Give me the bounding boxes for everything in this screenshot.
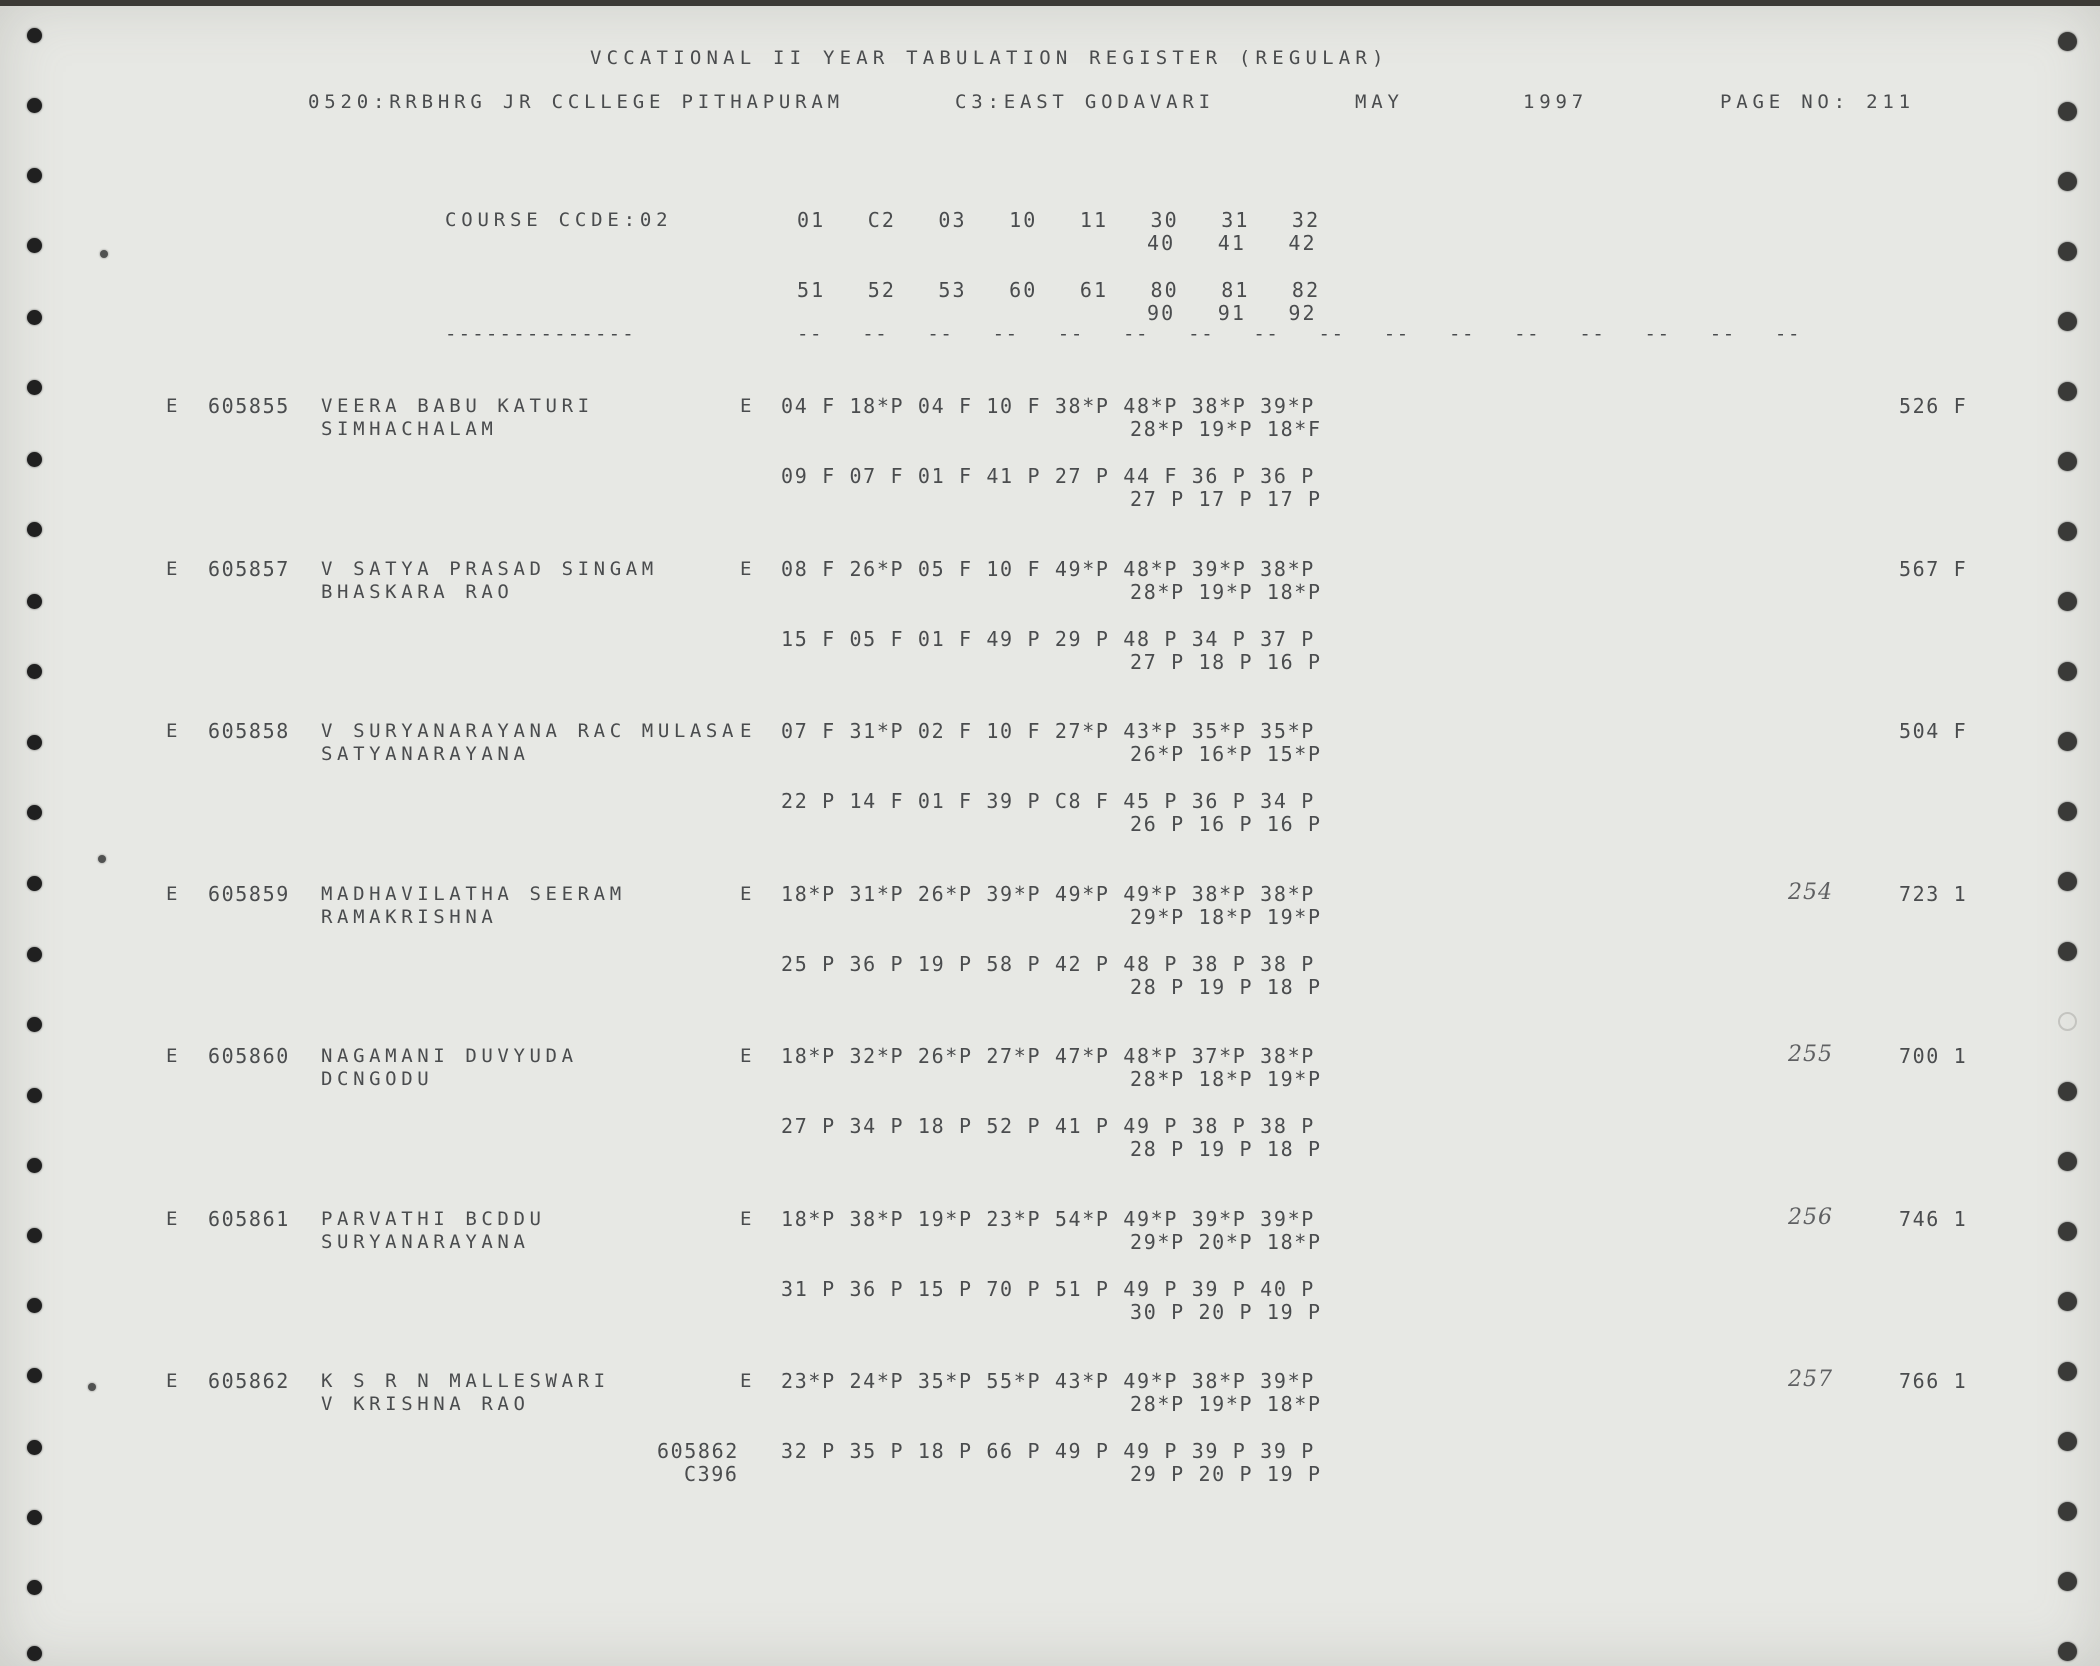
- marks-row1-cont: 28*P 18*P 19*P: [1130, 1067, 1322, 1091]
- student-name: MADHAVILATHA SEERAM: [321, 882, 626, 905]
- feed-hole: [2058, 942, 2077, 961]
- feed-hole: [27, 1298, 42, 1313]
- feed-hole: [27, 664, 42, 679]
- total-and-result: 567 F: [1899, 556, 1968, 581]
- father-name: SATYANARAYANA: [321, 743, 530, 765]
- feed-hole: [2058, 242, 2077, 261]
- marks-row1: 08 F 26*P 05 F 10 F 49*P 48*P 39*P 38*P: [781, 556, 1315, 581]
- feed-hole: [2058, 1502, 2077, 1521]
- marks-row1-cont: 26*P 16*P 15*P: [1130, 742, 1322, 766]
- top-edge: [0, 0, 2100, 6]
- ink-dot: [100, 250, 108, 258]
- feed-hole: [2058, 452, 2077, 471]
- ink-dot: [88, 1383, 96, 1391]
- marks-row2: 32 P 35 P 18 P 66 P 49 P 49 P 39 P 39 P: [781, 1439, 1315, 1463]
- feed-hole: [27, 1017, 42, 1032]
- marks-row2: 22 P 14 F 01 F 39 P C8 F 45 P 36 P 34 P: [781, 789, 1315, 813]
- roll-number: 605859: [208, 881, 290, 906]
- handwritten-serial: 255: [1788, 1042, 1833, 1067]
- feed-hole: [27, 1158, 42, 1173]
- feed-hole: [2058, 1222, 2077, 1241]
- marks-row1: 07 F 31*P 02 F 10 F 27*P 43*P 35*P 35*P: [781, 719, 1315, 743]
- feed-hole: [27, 947, 42, 962]
- feed-hole: [2058, 1432, 2077, 1451]
- record-flag: E: [166, 1045, 183, 1067]
- marks-row2-cont: 27 P 17 P 17 P: [1130, 487, 1322, 511]
- medium-code: E: [740, 1370, 757, 1392]
- feed-hole: [2058, 1572, 2077, 1591]
- feed-hole: [2058, 382, 2077, 401]
- medium-code: E: [740, 720, 757, 742]
- student-name: V SATYA PRASAD SINGAM: [321, 557, 658, 580]
- feed-hole: [2058, 592, 2077, 611]
- feed-hole: [2058, 1152, 2077, 1171]
- exam-month: MAY: [1355, 91, 1404, 113]
- feed-hole: [27, 1580, 42, 1595]
- record-flag: E: [166, 882, 183, 905]
- feed-hole: [27, 1646, 42, 1661]
- student-name: NAGAMANI DUVYUDA: [321, 1045, 578, 1067]
- father-name: BHASKARA RAO: [321, 580, 514, 603]
- medium-code: E: [740, 1207, 757, 1230]
- marks-row2: 27 P 34 P 18 P 52 P 41 P 49 P 38 P 38 P: [781, 1114, 1315, 1138]
- marks-row1: 23*P 24*P 35*P 55*P 43*P 49*P 38*P 39*P: [781, 1369, 1315, 1393]
- student-name: K S R N MALLESWARI: [321, 1370, 610, 1392]
- medium-code: E: [740, 557, 757, 580]
- feed-hole: [2058, 1362, 2077, 1381]
- roll-number: 605862: [208, 1369, 290, 1393]
- marks-row2-cont: 30 P 20 P 19 P: [1130, 1299, 1322, 1324]
- father-name: SIMHACHALAM: [321, 418, 498, 440]
- feed-hole: [2058, 1012, 2077, 1031]
- handwritten-serial: 257: [1788, 1367, 1833, 1392]
- course-underline-left: --------------: [445, 323, 636, 345]
- record-flag: E: [166, 557, 183, 580]
- feed-hole: [2058, 102, 2077, 121]
- feed-hole: [27, 168, 42, 183]
- course-underline-right: -- -- -- -- -- -- -- -- -- -- -- -- -- -- -- --: [797, 323, 1801, 345]
- college-name: 0520:RRBHRG JR CCLLEGE PITHAPURAM: [308, 91, 844, 113]
- total-and-result: 504 F: [1899, 719, 1968, 743]
- feed-hole: [27, 28, 42, 43]
- feed-hole: [27, 1368, 42, 1383]
- father-name: RAMAKRISHNA: [321, 905, 498, 928]
- exam-year: 1997: [1523, 91, 1588, 113]
- roll-number: 605861: [208, 1206, 290, 1231]
- marks-row1-cont: 29*P 18*P 19*P: [1130, 904, 1322, 929]
- record-flag: E: [166, 720, 183, 742]
- feed-hole: [2058, 312, 2077, 331]
- total-and-result: 700 1: [1899, 1044, 1968, 1068]
- marks-row2-cont: 27 P 18 P 16 P: [1130, 649, 1322, 674]
- feed-hole: [2058, 732, 2077, 751]
- marks-row1-cont: 28*P 19*P 18*F: [1130, 417, 1322, 441]
- marks-row1-cont: 28*P 19*P 18*P: [1130, 1392, 1322, 1416]
- father-name: DCNGODU: [321, 1068, 434, 1090]
- marks-row2-cont: 28 P 19 P 18 P: [1130, 1137, 1322, 1161]
- marks-row2-cont: 29 P 20 P 19 P: [1130, 1462, 1322, 1486]
- reference-code: C396: [684, 1462, 739, 1486]
- roll-number: 605858: [208, 719, 290, 743]
- marks-row1-cont: 29*P 20*P 18*P: [1130, 1229, 1322, 1254]
- marks-row1: 18*P 38*P 19*P 23*P 54*P 49*P 39*P 39*P: [781, 1206, 1315, 1231]
- register-title: VCCATIONAL II YEAR TABULATION REGISTER (REGULAR): [590, 47, 1389, 69]
- reference-roll: 605862: [657, 1439, 739, 1463]
- course-code-label: COURSE CCDE:02: [445, 209, 673, 231]
- feed-hole: [2058, 32, 2077, 51]
- feed-hole: [27, 238, 42, 253]
- feed-hole: [27, 805, 42, 820]
- record-flag: E: [166, 395, 183, 417]
- feed-hole: [27, 1440, 42, 1455]
- record-flag: E: [166, 1207, 183, 1230]
- roll-number: 605860: [208, 1044, 290, 1068]
- page-number: PAGE NO: 211: [1720, 91, 1915, 113]
- feed-hole: [2058, 802, 2077, 821]
- father-name: SURYANARAYANA: [321, 1230, 530, 1253]
- marks-row2-cont: 28 P 19 P 18 P: [1130, 974, 1322, 999]
- subject-codes-row1: 01 C2 03 10 11 30 31 32: [797, 208, 1321, 232]
- feed-hole: [2058, 662, 2077, 681]
- student-name: PARVATHI BCDDU: [321, 1207, 546, 1230]
- feed-hole: [2058, 1082, 2077, 1101]
- feed-hole: [27, 594, 42, 609]
- marks-row1-cont: 28*P 19*P 18*P: [1130, 579, 1322, 604]
- district-name: C3:EAST GODAVARI: [955, 91, 1215, 113]
- feed-hole: [27, 310, 42, 325]
- handwritten-serial: 254: [1788, 879, 1833, 905]
- feed-hole: [27, 876, 42, 891]
- feed-hole: [27, 1228, 42, 1243]
- subject-codes-row1b: 40 41 42: [1147, 231, 1317, 255]
- marks-row2: 15 F 05 F 01 F 49 P 29 P 48 P 34 P 37 P: [781, 626, 1315, 651]
- medium-code: E: [740, 395, 757, 417]
- feed-hole: [27, 98, 42, 113]
- feed-hole: [27, 1510, 42, 1525]
- subject-codes-row2: 51 52 53 60 61 80 81 82: [797, 278, 1321, 302]
- handwritten-serial: 256: [1788, 1204, 1833, 1230]
- feed-hole: [2058, 172, 2077, 191]
- feed-hole: [27, 522, 42, 537]
- medium-code: E: [740, 882, 757, 905]
- total-and-result: 526 F: [1899, 394, 1968, 418]
- father-name: V KRISHNA RAO: [321, 1393, 530, 1415]
- feed-hole: [27, 1088, 42, 1103]
- feed-hole: [2058, 872, 2077, 891]
- marks-row2-cont: 26 P 16 P 16 P: [1130, 812, 1322, 836]
- roll-number: 605857: [208, 556, 290, 581]
- ink-dot: [98, 855, 106, 863]
- marks-row2: 31 P 36 P 15 P 70 P 51 P 49 P 39 P 40 P: [781, 1276, 1315, 1301]
- marks-row1: 18*P 31*P 26*P 39*P 49*P 49*P 38*P 38*P: [781, 881, 1315, 906]
- record-flag: E: [166, 1370, 183, 1392]
- feed-hole: [2058, 1292, 2077, 1311]
- feed-hole: [2058, 522, 2077, 541]
- feed-hole: [2058, 1642, 2077, 1661]
- total-and-result: 766 1: [1899, 1369, 1968, 1393]
- subject-codes-row2b: 90 91 92: [1147, 301, 1317, 325]
- feed-hole: [27, 735, 42, 750]
- feed-hole: [27, 452, 42, 467]
- student-name: VEERA BABU KATURI: [321, 395, 594, 417]
- medium-code: E: [740, 1045, 757, 1067]
- marks-row2: 25 P 36 P 19 P 58 P 42 P 48 P 38 P 38 P: [781, 951, 1315, 976]
- feed-hole: [27, 380, 42, 395]
- marks-row1: 04 F 18*P 04 F 10 F 38*P 48*P 38*P 39*P: [781, 394, 1315, 418]
- student-name: V SURYANARAYANA RAC MULASA: [321, 720, 739, 742]
- total-and-result: 746 1: [1899, 1206, 1968, 1231]
- total-and-result: 723 1: [1899, 881, 1968, 906]
- roll-number: 605855: [208, 394, 290, 418]
- marks-row2: 09 F 07 F 01 F 41 P 27 P 44 F 36 P 36 P: [781, 464, 1315, 488]
- marks-row1: 18*P 32*P 26*P 27*P 47*P 48*P 37*P 38*P: [781, 1044, 1315, 1068]
